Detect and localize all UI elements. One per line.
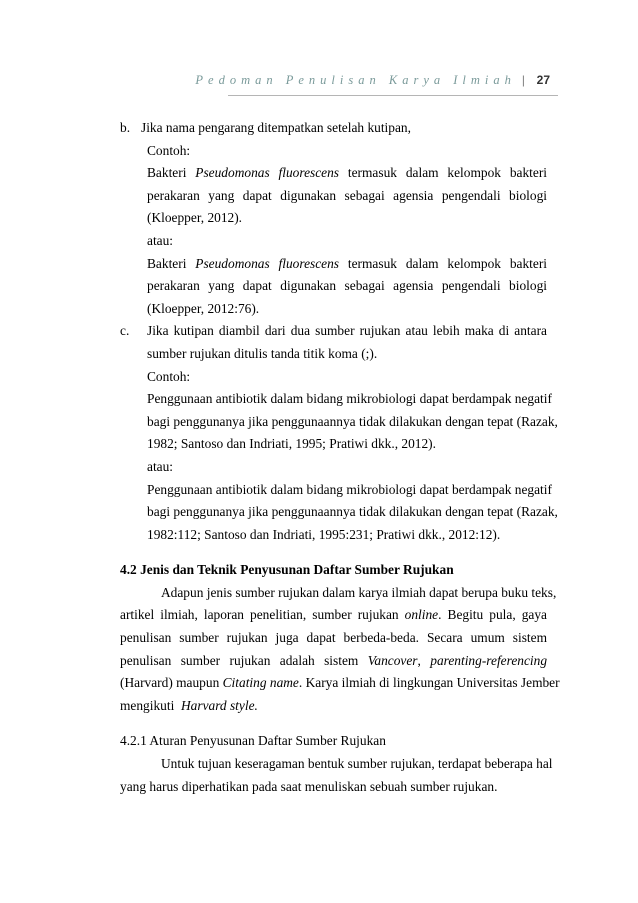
item-b-ex2-line1: Bakteri Pseudomonas fluorescens termasuk dalam kelompok bakteri <box>147 255 547 271</box>
header-rule <box>228 95 558 96</box>
section-4-2-1-heading: 4.2.1 Aturan Penyusunan Daftar Sumber Rujukan <box>120 733 386 749</box>
section-4-2-para-line1: Adapun jenis sumber rujukan dalam karya ilmiah dapat berupa buku teks, <box>161 584 557 600</box>
item-c-contoh: Contoh: <box>147 368 191 384</box>
item-b-ex2-line3: (Kloepper, 2012:76). <box>147 300 260 316</box>
section-4-2-1-para-line2: yang harus diperhatikan pada saat menuliskan sebuah sumber rujukan. <box>120 778 498 794</box>
header-separator: | <box>522 73 525 87</box>
item-b-atau: atau: <box>147 232 174 248</box>
section-4-2-para-line4: penulisan sumber rujukan adalah sistem Vancover, parenting-referencing <box>120 652 548 668</box>
section-4-2-para-line5: (Harvard) maupun Citating name. Karya ilmiah di lingkungan Universitas Jember <box>120 675 560 691</box>
running-header <box>195 73 550 88</box>
section-gap-2 <box>120 717 547 730</box>
section-4-2-1-para-line1: Untuk tujuan keseragaman bentuk sumber rujukan, terdapat beberapa hal <box>161 756 553 772</box>
item-b-ex1-line3: (Kloepper, 2012). <box>147 210 243 226</box>
item-c-ex1-line3: 1982; Santoso dan Indriati, 1995; Pratiwi dkk., 2012). <box>147 436 436 452</box>
item-c-ex2-line1: Penggunaan antibiotik dalam bidang mikrobiologi dapat berdampak negatif <box>147 481 552 497</box>
section-gap <box>120 546 547 559</box>
section-4-2-para-line3: penulisan sumber rujukan juga dapat berbeda-beda. Secara umum sistem <box>120 630 547 646</box>
item-c-ex2-line2: bagi penggunanya jika penggunaannya tidak dilakukan dengan tepat (Razak, <box>147 504 558 520</box>
item-b-intro: b. Jika nama pengarang ditempatkan setelah kutipan, <box>120 117 547 140</box>
item-b-label: b. <box>120 120 131 135</box>
item-c-atau: atau: <box>147 458 174 474</box>
item-c-ex1-line2: bagi penggunanya jika penggunaannya tidak dilakukan dengan tepat (Razak, <box>147 413 558 429</box>
item-b-ex2-line2: perakaran yang dapat digunakan sebagai agensia pengendali biologi <box>147 278 547 294</box>
item-c-ex1-line1: Penggunaan antibiotik dalam bidang mikrobiologi dapat berdampak negatif <box>147 391 552 407</box>
page-body <box>120 117 560 798</box>
page-number: 27 <box>536 73 550 87</box>
section-4-2-para-line2: artikel ilmiah, laporan penelitian, sumber rujukan online. Begitu pula, gaya <box>120 607 547 623</box>
item-c-label: c. <box>120 323 130 339</box>
section-4-2-heading: 4.2 Jenis dan Teknik Penyusunan Daftar Sumber Rujukan <box>120 562 454 578</box>
item-b-contoh: Contoh: <box>147 142 191 158</box>
item-b-ex1-line2: perakaran yang dapat digunakan sebagai agensia pengendali biologi <box>147 187 547 203</box>
running-title: Pedoman Penulisan Karya Ilmiah <box>195 73 516 87</box>
item-c-ex2-line3: 1982:112; Santoso dan Indriati, 1995:231; Pratiwi dkk., 2012:12). <box>147 526 501 542</box>
item-c-intro-line1: c. Jika kutipan diambil dari dua sumber rujukan atau lebih maka di antara <box>120 320 547 343</box>
section-4-2-para-line6: mengikuti Harvard style. <box>120 697 258 713</box>
item-b-ex1-line1: Bakteri Pseudomonas fluorescens termasuk dalam kelompok bakteri <box>147 165 547 181</box>
item-c-intro-line2: sumber rujukan ditulis tanda titik koma (;). <box>147 345 378 361</box>
